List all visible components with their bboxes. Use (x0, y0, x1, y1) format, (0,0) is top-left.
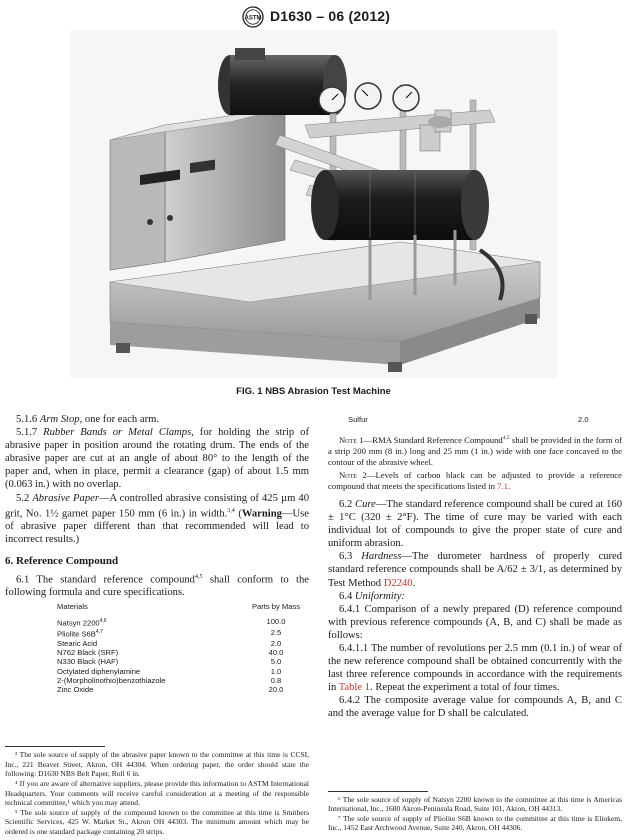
page-header (0, 6, 627, 28)
formula-table-header (5, 602, 309, 611)
material-name: 2-(Morpholinothio)benzothiazole (57, 675, 166, 685)
formula-table-row (5, 667, 309, 676)
formula-table-row (5, 657, 309, 666)
footnote-rule (5, 746, 105, 747)
para-6-2: 6.2 Cure—The standard reference compound shall be cured at 160 ± 1°C (320 ± 2°F). The time of cure may be varied with each individual lot of compounds to give the proper state of cure and uniform abrasion. (328, 498, 622, 550)
formula-table (5, 602, 309, 694)
parts-by-mass-value: 5.0 (270, 657, 282, 667)
para-5-1-6: 5.1.6 Arm Stop, one for each arm. (16, 414, 159, 425)
footnote-6: ⁶ The sole source of supply of Natsyn 2200 known to the committee at this time is Americas International, Inc., 1680 Akron-Peninsula Road, Suite 101, Akron, OH 44313. (328, 794, 622, 814)
footnote-3: ³ The sole source of supply of the abrasive paper known to the committee at this time is CCSI, Inc., 221 Beaver Street, Akron, OH 44304. When ordering paper, the order should state the following: D1630 NBS Belt Paper, Roll 6 in. (5, 750, 309, 779)
note-2: Note 2—Levels of carbon black can be adjusted to provide a reference compound that meets the specifications listed in 7.1. (328, 469, 623, 491)
parts-by-mass-value: 2.0 (270, 638, 282, 648)
material-name: N762 Black (SRF) (57, 648, 119, 658)
link-7-1[interactable]: 7.1 (497, 480, 508, 491)
col-materials: Materials (57, 602, 88, 612)
note-1: Note 1—RMA Standard Reference Compound$^{4,5}$ shall be provided in the form of a strip 200 mm (8 in.) long and 25 mm (1 in.) wide with one face concaved to the contour of the abrasive wheel. (328, 434, 623, 467)
para-5-2: 5.2 Abrasive Paper—A controlled abrasive consisting of 425 µm 40 grit, No. 1½ garnet paper 150 mm (6 in.) in width.$^{3,4}$ (Warning—Use of abrasive paper different than that recommended will lead to incorrect results.) (5, 492, 309, 546)
link-d2240[interactable]: D2240 (383, 577, 413, 589)
formula-table-row (5, 639, 309, 648)
formula-table-row (5, 676, 309, 685)
col-parts-by-mass: Parts by Mass (251, 602, 301, 612)
material-name: N330 Black (HAF) (57, 657, 119, 667)
parts-by-mass-value: 100.0 (266, 617, 286, 627)
astm-logo-icon (242, 6, 264, 28)
material-name: Octylated diphenylamine (57, 666, 141, 676)
para-5-1-7: 5.1.7 Rubber Bands or Metal Clamps, for holding the strip of abrasive paper in position around the rotating drum. The ends of the abrasive paper are cut at an angle of about 80° to the length of the paper and, when in place, permit a clearance (gap) of about 1.5 mm (0.063 in.) with no overlap. (5, 427, 309, 491)
footnote-rule-right (328, 791, 428, 792)
formula-table-row (5, 617, 309, 628)
parts-by-mass-value: 1.0 (270, 666, 282, 676)
para-6-4-1-1: 6.4.1.1 The number of revolutions per 2.5 mm (0.1 in.) of wear of the new reference compound shall be obtained concurrently with the last three reference compounds in accordance with the requirements in Table 1. Repeat the experiment a total of four times. (328, 643, 622, 694)
parts-by-mass-value: 2.5 (270, 628, 282, 638)
para-6-4-2: 6.4.2 The composite average value for compounds A, B, and C and the average value for D shall be calculated. (328, 695, 622, 720)
formula-table-row (5, 648, 309, 657)
footnote-5: ⁵ The sole source of supply of the compound known to the committee at this time is Smithers Scientific Services, 425 W. Market St., Akron OH 44303. The minimum amount which may be ordered is one standard package containing 20 strips. (5, 807, 309, 836)
right-footnotes (328, 791, 622, 833)
footnote-4: ⁴ If you are aware of alternative suppliers, please provide this information to ASTM International Headquarters. Your comments will receive careful consideration at a meeting of the responsible technical committee,¹ which you may attend. (5, 778, 309, 808)
parts-by-mass-value: 0.8 (270, 675, 282, 685)
astm-logo-text: ASTM (244, 15, 262, 22)
parts-by-mass-value: 40.0 (268, 648, 284, 658)
formula-table-row-sulfur: Sulfur 2.0 (348, 415, 589, 424)
formula-table-row (5, 628, 309, 639)
para-6-4: 6.4 Uniformity: (339, 590, 405, 602)
material-name: Natsyn 2200$^{4,6}$ (57, 618, 107, 629)
figure-caption: FIG. 1 NBS Abrasion Test Machine (236, 386, 391, 397)
para-6-1: 6.1 The standard reference compound$^{4,5}$ shall conform to the following formula and cure specifications. (5, 573, 309, 599)
right-column (328, 413, 622, 833)
para-6-4-1: 6.4.1 Comparison of a newly prepared (D) reference compound with previous reference compounds (A, B, and C) shall be made as follows: (328, 603, 622, 641)
material-name: Zinc Oxide (57, 684, 94, 694)
left-column (5, 413, 309, 837)
parts-by-mass-value: 20.0 (268, 684, 284, 694)
section-6-heading: 6. Reference Compound (5, 555, 119, 568)
abrasion-machine-photo (70, 30, 557, 378)
footnote-7: ⁷ The sole source of supply of Pliolite S6B known to the committee at this time is Eliokem, Inc., 1452 East Archwood Avenue, Suite 240, Akron, OH 44306. (328, 813, 622, 833)
material-name: Stearic Acid (57, 638, 98, 648)
formula-table-row (5, 685, 309, 694)
link-table-1[interactable]: Table 1 (338, 682, 371, 694)
material-name: Pliolite $S6B^{4,7}$ (57, 629, 103, 639)
left-footnotes (5, 746, 309, 836)
document-title: D1630 – 06 (2012) (270, 8, 391, 24)
para-6-3: 6.3 Hardness—The durometer hardness of properly cured standard reference compounds shall be A/62 ± 3/1, as determined by Test Method D2240. (328, 551, 622, 589)
